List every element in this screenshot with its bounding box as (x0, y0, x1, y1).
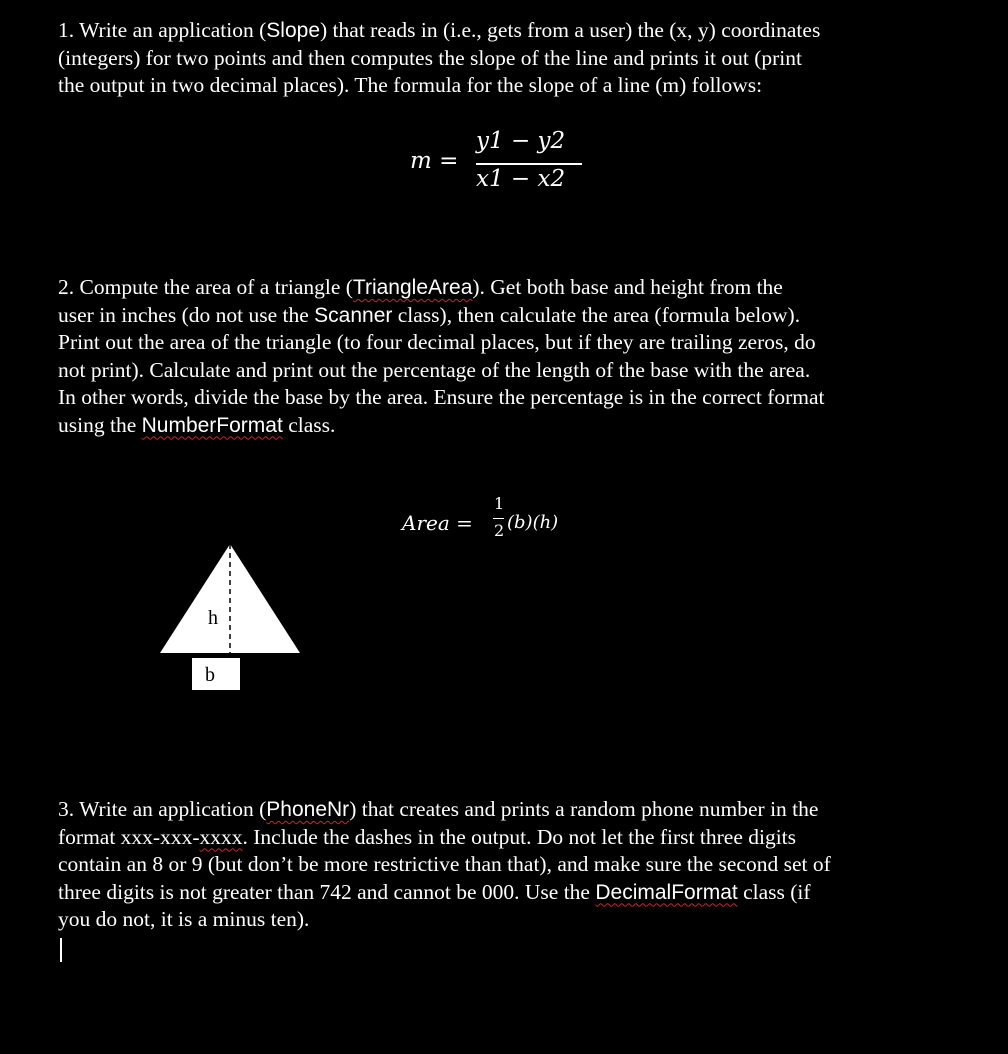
problem-2-line-1: 2. Compute the area of a triangle (TriangleArea). Get both base and height from the (58, 275, 783, 299)
triangle-diagram (150, 538, 310, 698)
base-label-box (192, 658, 240, 690)
triangle-area-class-name: TriangleArea (352, 276, 473, 299)
area-formula-fraction-numerator: 1 (494, 494, 505, 513)
decimalformat-class-name: DecimalFormat (595, 880, 738, 904)
problem-1-line-1: 1. Write an application (Slope) that reads in (i.e., gets from a user) the (x, y) coordinates (58, 18, 821, 42)
problem-3-text (58, 796, 831, 934)
fraction-bar (493, 518, 504, 519)
problem-3-line-5: you do not, it is a minus ten). (58, 907, 310, 931)
phonenr-class-name: PhoneNr (266, 798, 350, 821)
text-cursor[interactable] (60, 938, 62, 962)
problem-2-line-6: using the NumberFormat class. (58, 412, 336, 437)
base-label: b (205, 664, 215, 686)
area-formula-rhs: (b)(h) (507, 512, 559, 533)
slope-class-name: Slope (266, 19, 321, 42)
area-formula (402, 494, 602, 554)
area-formula-fraction-denominator: 2 (494, 521, 505, 540)
slope-formula-numerator: y1 − y2 (476, 128, 566, 154)
problem-3-line-1: 3. Write an application (PhoneNr) that creates and prints a random phone number in the (58, 797, 819, 821)
problem-2-line-2: user in inches (do not use the Scanner class), then calculate the area (formula below). (58, 302, 801, 327)
problem-1-line-3: the output in two decimal places). The formula for the slope of a line (m) follows: (58, 73, 763, 97)
height-label: h (208, 607, 218, 629)
area-formula-lhs: Area = (402, 511, 473, 535)
problem-2-line-3: Print out the area of the triangle (to four decimal places, but if they are trailing zeros, do (58, 330, 816, 354)
problem-3-line-4: three digits is not greater than 742 and cannot be 000. Use the DecimalFormat class (if (58, 879, 811, 904)
problem-3-line-3: contain an 8 or 9 (but don’t be more restrictive than that), and make sure the second set of (58, 852, 831, 876)
problem-3-line-2: format xxx-xxx-xxxx. Include the dashes in the output. Do not let the first three digits (58, 824, 797, 849)
slope-formula-lhs: m = (410, 148, 459, 174)
problem-2-text (58, 274, 825, 439)
scanner-class-name: Scanner (314, 303, 393, 327)
numberformat-class-name: NumberFormat (141, 413, 283, 437)
problem-2-line-4: not print). Calculate and print out the percentage of the length of the base with the area. (58, 357, 811, 382)
problem-2-line-5: In other words, divide the base by the area. Ensure the percentage is in the correct format (58, 385, 825, 409)
fraction-bar (476, 163, 582, 165)
problem-1-line-2: (integers) for two points and then computes the slope of the line and prints it out (print (58, 45, 802, 70)
problem-1-text (58, 17, 820, 100)
slope-formula-denominator: x1 − x2 (476, 166, 566, 192)
slope-formula (410, 128, 590, 200)
phone-format-text: xxxx (199, 824, 243, 849)
